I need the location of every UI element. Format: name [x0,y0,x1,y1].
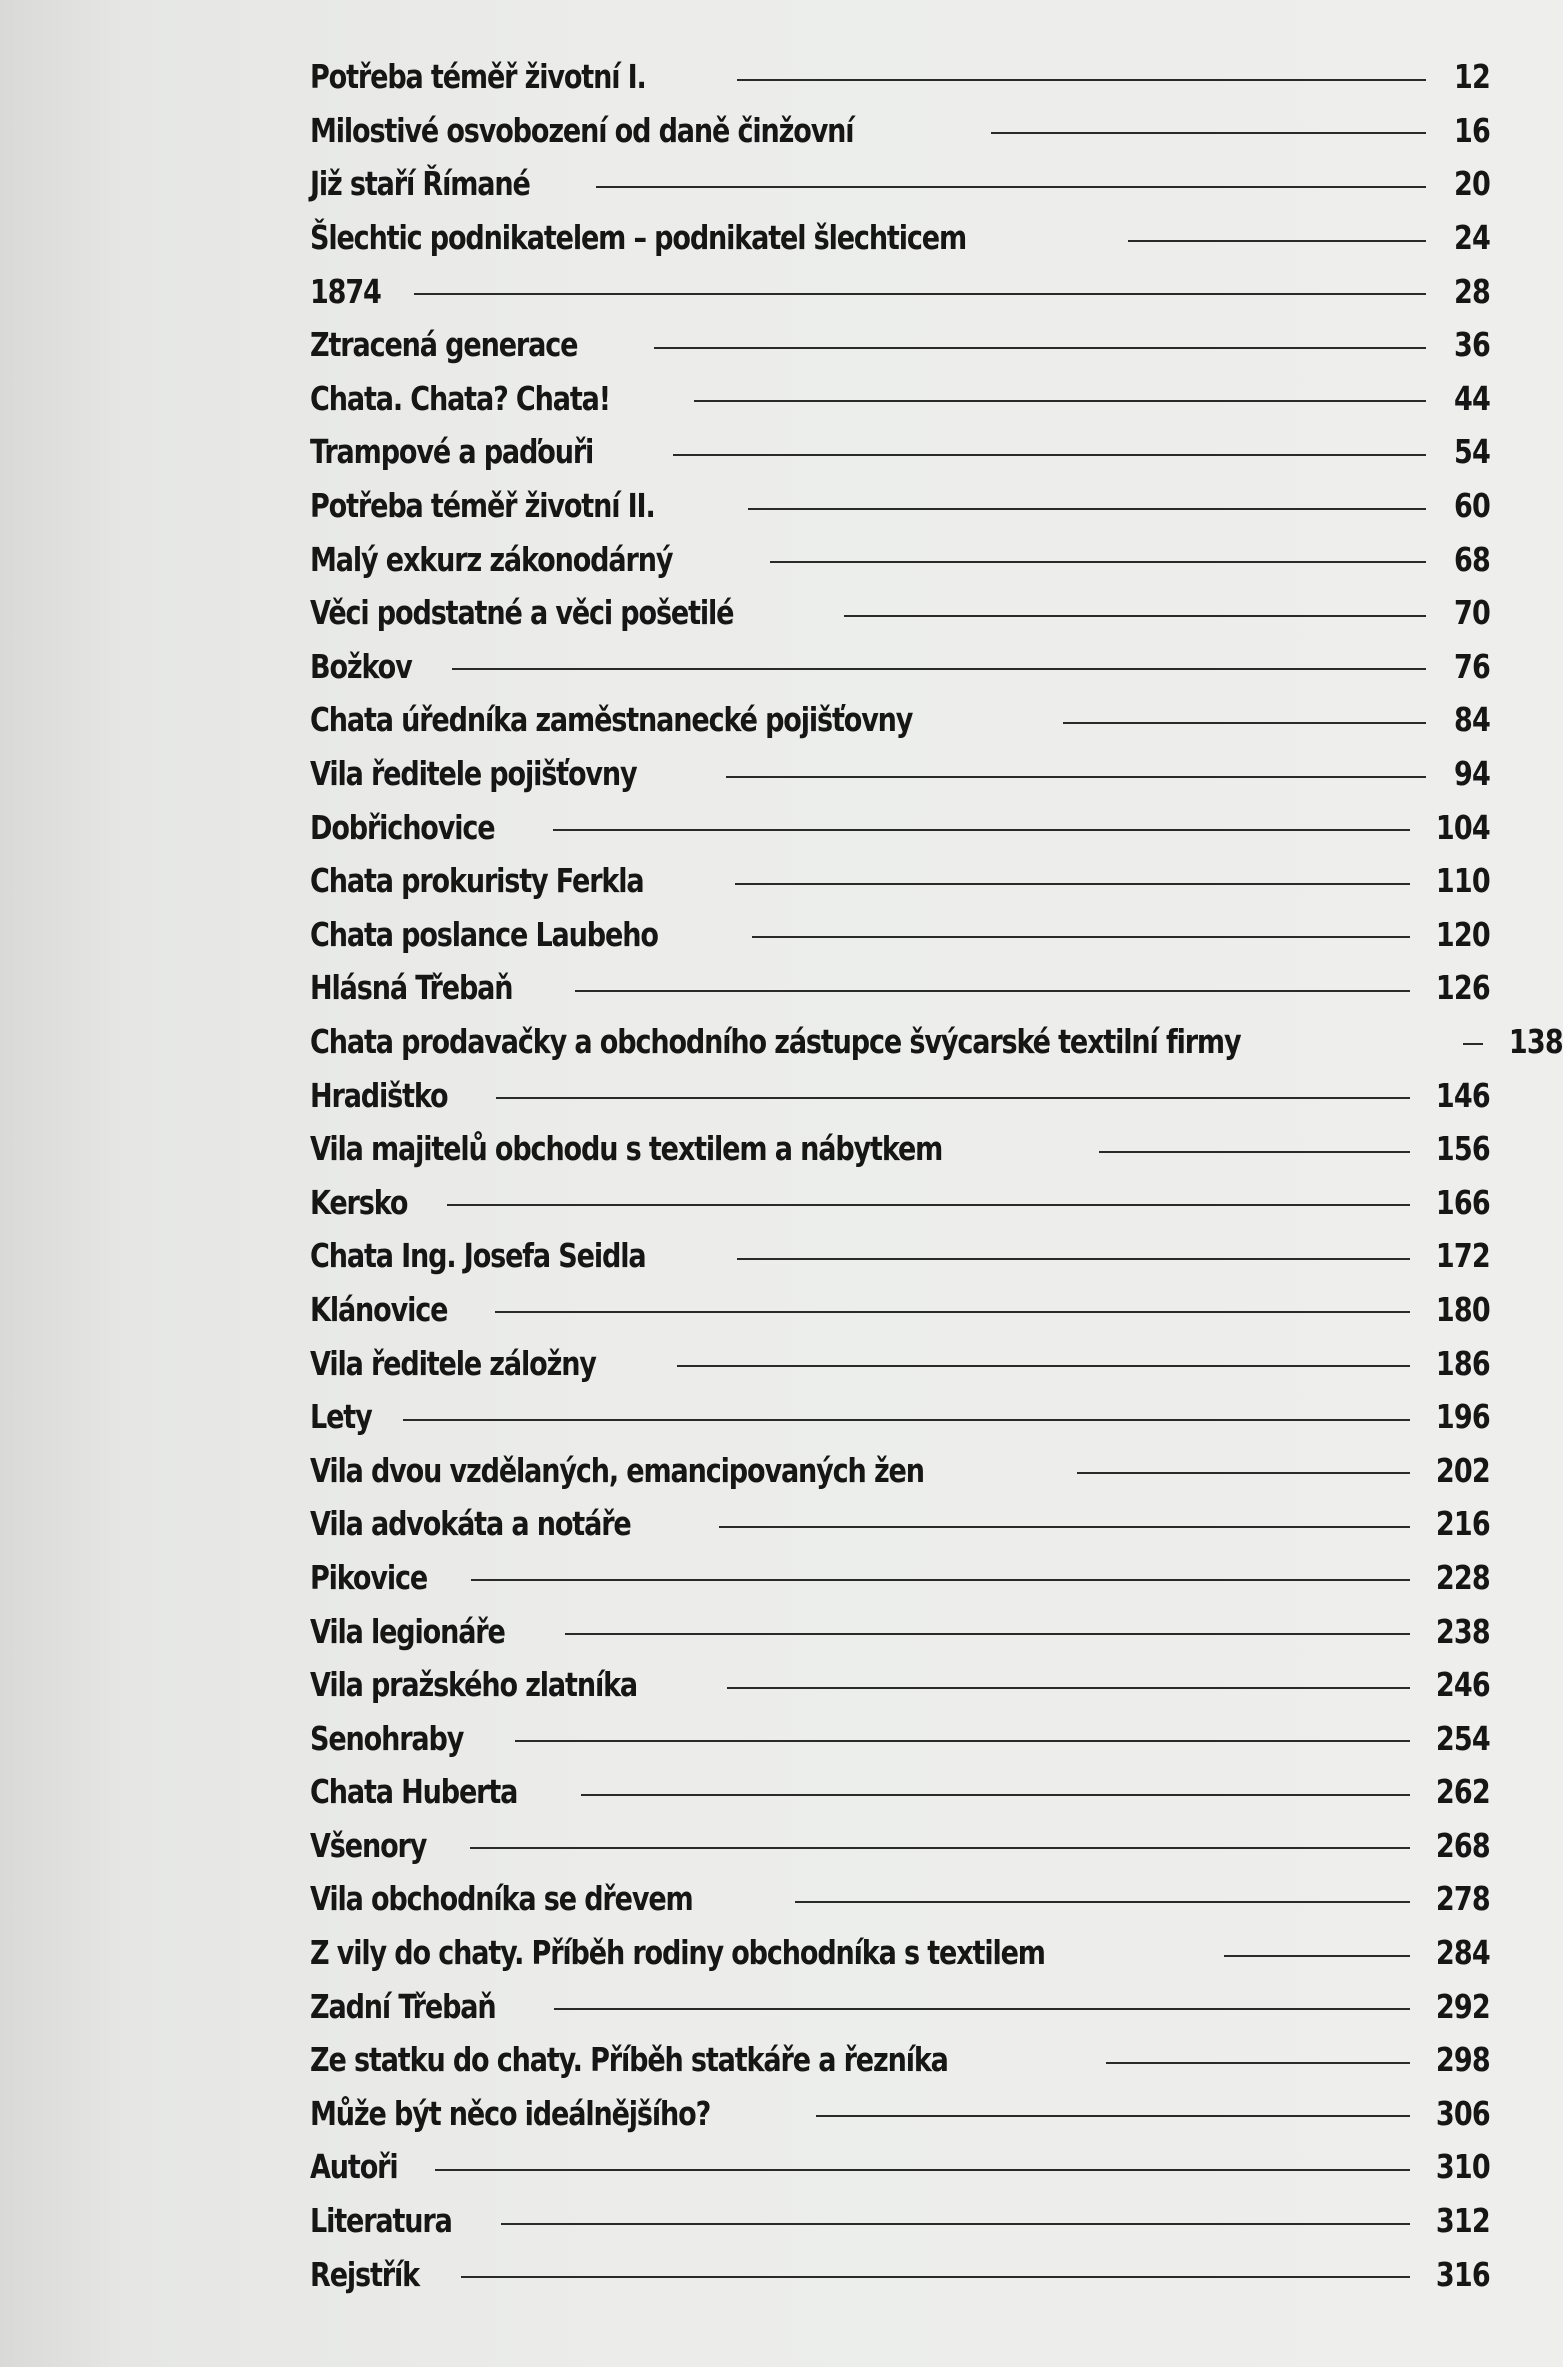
toc-entry-title: Literatura [310,2201,452,2241]
toc-leader-line [447,1204,1410,1206]
toc-leader-line [752,936,1410,938]
toc-entry-title: Senohraby [310,1718,464,1758]
toc-entry [310,532,1490,586]
toc-entry [310,1015,1563,1069]
toc-entry-title: Vila ředitele pojišťovny [310,754,637,794]
toc-leader-line [673,454,1426,456]
toc-entry-title: Vila dvou vzdělaných, emancipovaných žen [310,1450,924,1490]
toc-leader-line [694,400,1426,402]
toc-entry-title: Potřeba téměř životní II. [310,486,655,526]
toc-leader-line [795,1901,1411,1903]
toc-entry [310,1604,1490,1658]
toc-entry [310,104,1490,158]
toc-leader-line [596,186,1426,188]
toc-entry-title: Chata. Chata? Chata! [310,378,610,418]
toc-entry [310,1926,1490,1980]
toc-leader-line [748,508,1426,510]
toc-entry-title: Klánovice [310,1289,448,1329]
toc-leader-line [1077,1472,1410,1474]
toc-entry-page-number: 12 [1453,57,1490,97]
toc-entry-page-number: 110 [1435,861,1490,901]
toc-entry-title: Kersko [310,1182,408,1222]
toc-entry-page-number: 166 [1435,1182,1490,1222]
toc-entry [310,1872,1490,1926]
toc-entry [310,318,1490,372]
toc-entry [310,50,1490,104]
toc-leader-line [1128,240,1426,242]
toc-leader-line [575,990,1410,992]
toc-entry-page-number: 284 [1435,1933,1490,1973]
toc-leader-line [565,1633,1410,1635]
toc-entry-page-number: 316 [1435,2254,1490,2294]
toc-entry-page-number: 228 [1435,1557,1490,1597]
toc-leader-line [719,1526,1410,1528]
toc-entry [310,2087,1490,2141]
toc-entry [310,800,1490,854]
toc-entry [310,2033,1490,2087]
toc-leader-line [452,668,1426,670]
toc-entry-title: Chata Ing. Josefa Seidla [310,1236,646,1276]
toc-leader-line [654,347,1426,349]
toc-leader-line [403,1419,1410,1421]
toc-entry [310,640,1490,694]
toc-entry-page-number: 146 [1435,1075,1490,1115]
toc-leader-line [501,2223,1410,2225]
toc-entry-title: Hlásná Třebaň [310,968,513,1008]
toc-entry-title: Hradištko [310,1075,448,1115]
toc-entry [310,747,1490,801]
toc-entry-title: Vila advokáta a notáře [310,1504,631,1544]
toc-entry [310,2247,1490,2301]
toc-entry [310,157,1490,211]
toc-leader-line [816,2115,1410,2117]
toc-entry-title: Může být něco ideálnějšího? [310,2093,711,2133]
toc-entry-page-number: 298 [1435,2040,1490,2080]
toc-entry-page-number: 60 [1453,486,1490,526]
toc-leader-line [554,2008,1410,2010]
toc-leader-line [471,1579,1410,1581]
toc-entry-page-number: 268 [1435,1825,1490,1865]
toc-leader-line [727,1687,1410,1689]
table-of-contents [310,50,1563,2301]
toc-entry-page-number: 28 [1453,271,1490,311]
toc-entry [310,1443,1490,1497]
toc-leader-line [737,79,1426,81]
toc-entry-title: Lety [310,1397,372,1437]
toc-entry [310,586,1490,640]
toc-entry-page-number: 68 [1453,539,1490,579]
toc-entry-page-number: 262 [1435,1772,1490,1812]
toc-entry-page-number: 20 [1453,164,1490,204]
toc-leader-line [515,1740,1410,1742]
toc-leader-line [1463,1043,1483,1045]
toc-entry-page-number: 278 [1435,1879,1490,1919]
toc-entry-title: Již staří Římané [310,164,530,204]
toc-entry-page-number: 126 [1435,968,1490,1008]
toc-entry [310,1175,1490,1229]
toc-entry [310,1336,1490,1390]
toc-entry-page-number: 292 [1435,1986,1490,2026]
toc-entry-title: Chata prokuristy Ferkla [310,861,644,901]
toc-entry [310,1551,1490,1605]
toc-entry [310,2194,1490,2248]
toc-entry [310,211,1490,265]
toc-entry [310,1819,1490,1873]
toc-entry [310,1229,1490,1283]
toc-entry-title: Všenory [310,1825,427,1865]
toc-entry-title: Věci podstatné a věci pošetilé [310,593,734,633]
toc-entry-title: Ztracená generace [310,325,578,365]
toc-entry-page-number: 84 [1453,700,1490,740]
toc-leader-line [414,293,1426,295]
toc-entry-page-number: 306 [1435,2093,1490,2133]
toc-entry-title: Pikovice [310,1557,428,1597]
toc-leader-line [844,615,1426,617]
toc-leader-line [461,2276,1410,2278]
toc-entry-title: Vila obchodníka se dřevem [310,1879,693,1919]
toc-entry-title: Chata Huberta [310,1772,518,1812]
toc-entry [310,264,1490,318]
toc-entry-page-number: 36 [1453,325,1490,365]
toc-entry [310,1497,1490,1551]
toc-leader-line [470,1847,1410,1849]
toc-entry-title: Chata úředníka zaměstnanecké pojišťovny [310,700,913,740]
toc-entry-title: Milostivé osvobození od daně činžovní [310,110,854,150]
toc-entry [310,1068,1490,1122]
toc-entry-page-number: 310 [1435,2147,1490,2187]
toc-entry [310,1711,1490,1765]
toc-entry-title: Potřeba téměř životní I. [310,57,646,97]
toc-entry [310,1979,1490,2033]
toc-leader-line [726,776,1426,778]
toc-entry-title: Dobřichovice [310,807,495,847]
toc-entry-page-number: 16 [1453,110,1490,150]
toc-entry [310,1658,1490,1712]
toc-entry-page-number: 94 [1453,754,1490,794]
toc-entry-title: Vila legionáře [310,1611,505,1651]
toc-leader-line [435,2169,1410,2171]
toc-entry-title: Vila pražského zlatníka [310,1665,638,1705]
toc-entry-page-number: 172 [1435,1236,1490,1276]
toc-entry-page-number: 70 [1453,593,1490,633]
toc-entry-page-number: 54 [1453,432,1490,472]
toc-entry-page-number: 254 [1435,1718,1490,1758]
toc-entry-page-number: 216 [1435,1504,1490,1544]
toc-entry [310,425,1490,479]
toc-entry-page-number: 312 [1435,2201,1490,2241]
toc-entry-page-number: 44 [1453,378,1490,418]
toc-entry-title: 1874 [310,271,381,311]
toc-leader-line [495,1311,1410,1313]
toc-entry-title: Šlechtic podnikatelem – podnikatel šlechticem [310,218,966,258]
toc-entry [310,854,1490,908]
toc-entry [310,1283,1490,1337]
toc-leader-line [770,561,1426,563]
toc-entry-title: Zadní Třebaň [310,1986,496,2026]
toc-entry [310,1390,1490,1444]
toc-leader-line [1224,1955,1410,1957]
toc-entry [310,961,1490,1015]
toc-entry-page-number: 104 [1435,807,1490,847]
toc-leader-line [553,829,1410,831]
toc-entry-page-number: 180 [1435,1289,1490,1329]
toc-entry [310,1765,1490,1819]
toc-leader-line [735,883,1410,885]
toc-entry [310,479,1490,533]
toc-entry-title: Chata poslance Laubeho [310,914,658,954]
toc-entry [310,2140,1490,2194]
toc-entry [310,372,1490,426]
toc-entry-page-number: 246 [1435,1665,1490,1705]
toc-entry-page-number: 138 [1508,1021,1563,1061]
toc-entry-title: Ze statku do chaty. Příběh statkáře a řezníka [310,2040,948,2080]
toc-leader-line [991,132,1426,134]
toc-entry-page-number: 24 [1453,218,1490,258]
toc-entry-title: Vila majitelů obchodu s textilem a nábytkem [310,1129,943,1169]
toc-entry [310,693,1490,747]
toc-entry-page-number: 76 [1453,646,1490,686]
toc-leader-line [496,1097,1410,1099]
toc-entry-page-number: 196 [1435,1397,1490,1437]
toc-entry-title: Malý exkurz zákonodárný [310,539,673,579]
toc-entry-page-number: 202 [1435,1450,1490,1490]
toc-entry-title: Chata prodavačky a obchodního zástupce švýcarské textilní firmy [310,1021,1241,1061]
toc-entry-title: Rejstřík [310,2254,419,2294]
toc-entry-page-number: 156 [1435,1129,1490,1169]
toc-leader-line [581,1794,1410,1796]
toc-entry [310,908,1490,962]
toc-entry-page-number: 120 [1435,914,1490,954]
toc-entry-page-number: 238 [1435,1611,1490,1651]
toc-entry-title: Vila ředitele záložny [310,1343,596,1383]
toc-entry [310,1122,1490,1176]
toc-entry-title: Z vily do chaty. Příběh rodiny obchodníka s textilem [310,1933,1045,1973]
toc-entry-page-number: 186 [1435,1343,1490,1383]
toc-entry-title: Trampové a paďouři [310,432,594,472]
toc-leader-line [1099,1151,1410,1153]
toc-leader-line [737,1258,1410,1260]
toc-entry-title: Autoři [310,2147,398,2187]
toc-entry-title: Božkov [310,646,412,686]
toc-leader-line [1063,722,1427,724]
toc-leader-line [677,1365,1411,1367]
toc-leader-line [1106,2062,1410,2064]
